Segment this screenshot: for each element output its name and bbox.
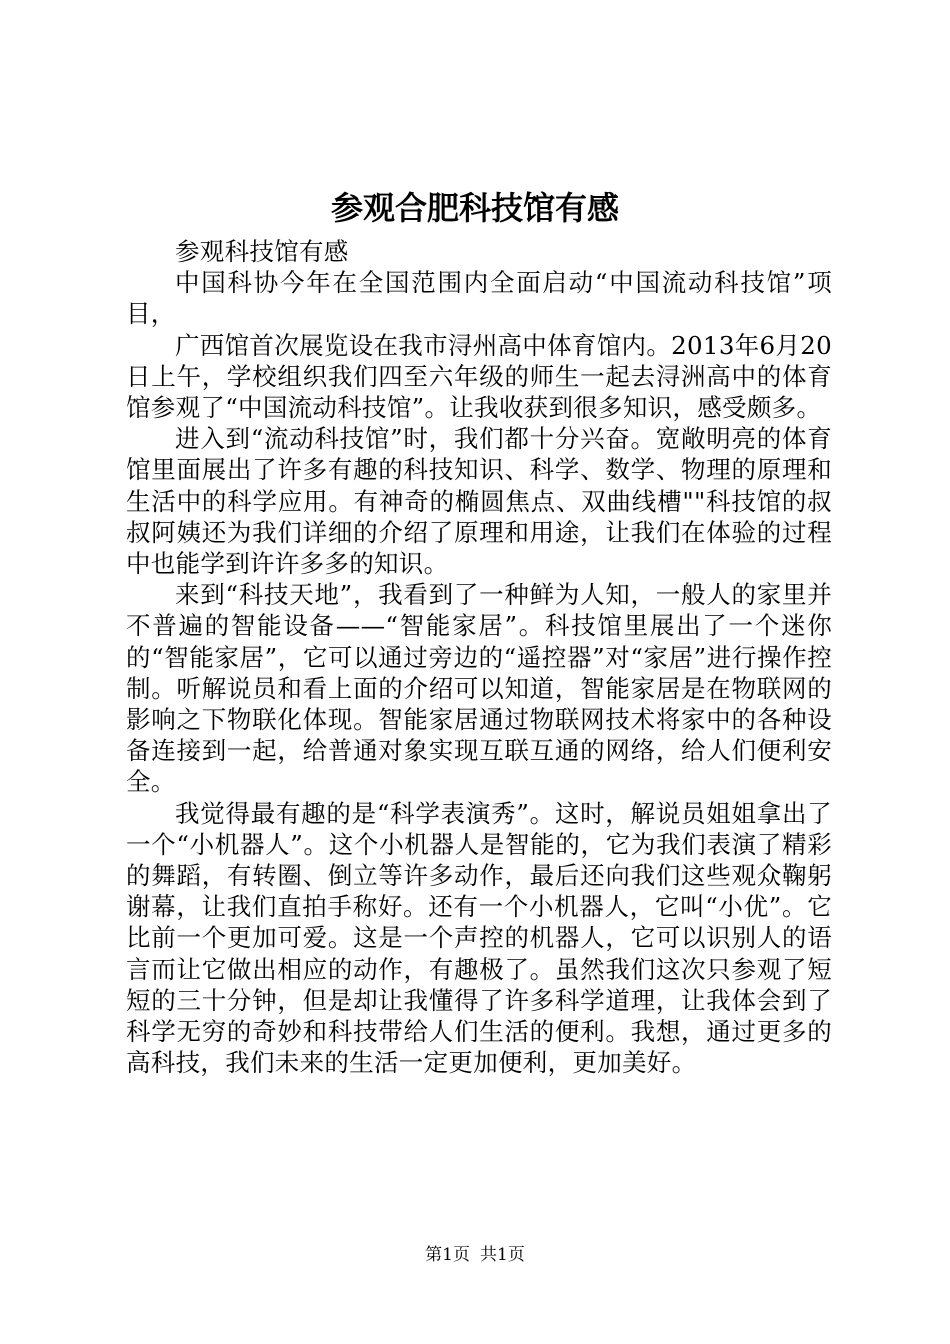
paragraph: 我觉得最有趣的是“科学表演秀”。这时，解说员姐姐拿出了一个“小机器人”。这个小机器人是智能的，它为我们表演了精彩的舞蹈，有转圈、倒立等许多动作，最后还向我们这些观众鞠躬谢幕，让我们直拍手称好。还有一个小机器人，它叫“小优”。它比前一个更加可爱。这是一个声控的机器人，它可以识别人的语言而让它做出相应的动作，有趣极了。虽然我们这次只参观了短短的三十分钟，但是却让我懂得了许多科学道理，让我体会到了科学无穷的奇妙和科技带给人们生活的便利。我想，通过更多的高科技，我们未来的生活一定更加便利，更加美好。 [126,798,832,1078]
page-total: 共1页 [480,1245,525,1265]
paragraph: 广西馆首次展览设在我市浔州高中体育馆内。2013年6月20日上午，学校组织我们四至六年级的师生一起去浔洲高中的体育馆参观了“中国流动科技馆”。让我收获到很多知识，感受颇多。 [126,330,832,423]
page-number: 第1页 [425,1245,470,1265]
paragraph: 进入到“流动科技馆”时，我们都十分兴奋。宽敞明亮的体育馆里面展出了许多有趣的科技知识、科学、数学、物理的原理和生活中的科学应用。有神奇的椭圆焦点、双曲线槽""科技馆的叔叔阿姨还为我们详细的介绍了原理和用途，让我们在体验的过程中也能学到许许多多的知识。 [126,424,832,579]
paragraph: 来到“科技天地”，我看到了一种鲜为人知，一般人的家里并不普遍的智能设备——“智能家居”。科技馆里展出了一个迷你的“智能家居”，它可以通过旁边的“遥控器”对“家居”进行操作控制。听解说员和看上面的介绍可以知道，智能家居是在物联网的影响之下物联化体现。智能家居通过物联网技术将家中的各种设备连接到一起，给普通对象实现互联互通的网络，给人们便利安全。 [126,580,832,797]
paragraph-subtitle: 参观科技馆有感 [175,237,349,266]
document-title: 参观合肥科技馆有感 [330,189,619,227]
paragraph: 中国科协今年在全国范围内全面启动“中国流动科技馆”项目， [126,268,832,329]
page-footer [0,1244,950,1266]
document-body [126,236,832,1078]
